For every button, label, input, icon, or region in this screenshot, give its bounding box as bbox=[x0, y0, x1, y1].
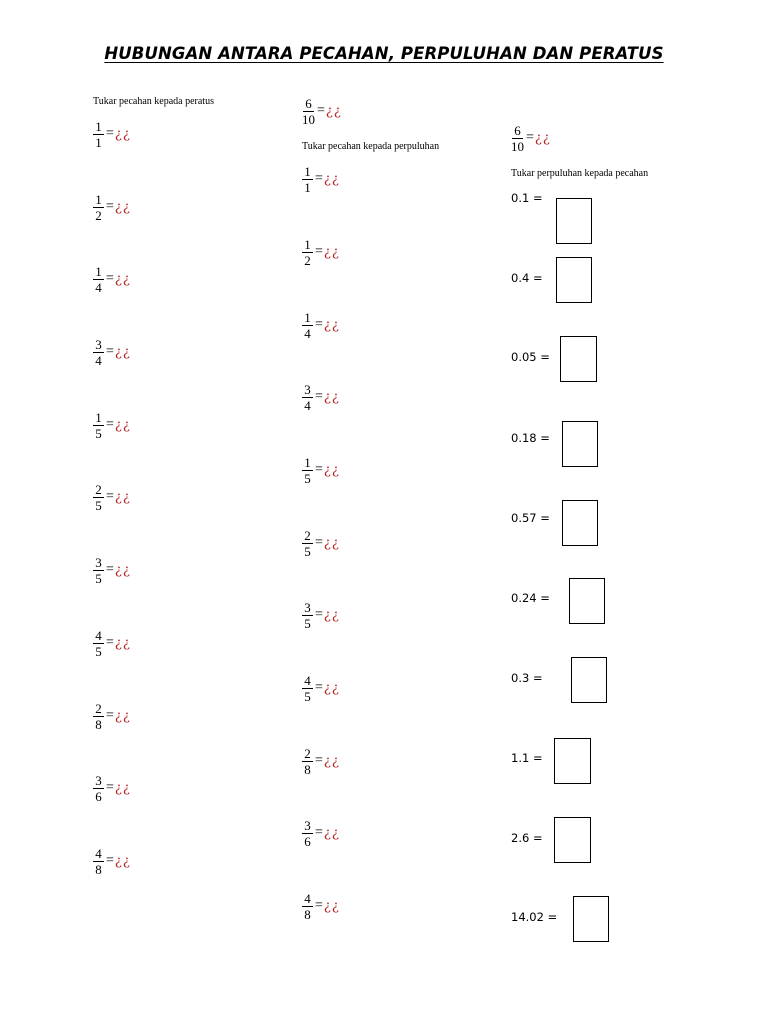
fraction bbox=[93, 847, 104, 876]
fraction bbox=[302, 892, 313, 921]
answer-box[interactable] bbox=[569, 578, 605, 624]
equals-sign: = bbox=[106, 199, 114, 214]
decimal-label: 0.05 = bbox=[511, 350, 550, 364]
fraction-item bbox=[93, 189, 131, 225]
answer-placeholder[interactable]: ¿¿ bbox=[323, 753, 340, 769]
column2-instruction: Tukar pecahan kepada perpuluhan bbox=[302, 141, 440, 152]
fraction-item bbox=[511, 120, 551, 156]
fraction bbox=[302, 165, 313, 194]
fraction-item bbox=[93, 116, 131, 152]
fraction-denominator: 6 bbox=[95, 788, 102, 804]
answer-placeholder[interactable]: ¿¿ bbox=[325, 103, 342, 119]
fraction-denominator: 5 bbox=[95, 425, 102, 441]
fraction bbox=[302, 238, 313, 267]
answer-placeholder[interactable]: ¿¿ bbox=[114, 199, 131, 215]
fraction-numerator: 1 bbox=[302, 165, 313, 180]
fraction-item bbox=[302, 93, 342, 129]
fraction-numerator: 1 bbox=[93, 193, 104, 208]
fraction-numerator: 2 bbox=[93, 483, 104, 498]
answer-box[interactable] bbox=[560, 336, 597, 382]
answer-placeholder[interactable]: ¿¿ bbox=[114, 344, 131, 360]
answer-placeholder[interactable]: ¿¿ bbox=[323, 898, 340, 914]
fraction-denominator: 8 bbox=[95, 861, 102, 877]
answer-box[interactable] bbox=[554, 817, 591, 863]
equals-sign: = bbox=[315, 535, 323, 550]
equals-sign: = bbox=[106, 417, 114, 432]
fraction-numerator: 3 bbox=[302, 383, 313, 398]
equals-sign: = bbox=[315, 462, 323, 477]
equals-sign: = bbox=[315, 389, 323, 404]
answer-placeholder[interactable]: ¿¿ bbox=[114, 635, 131, 651]
fraction-numerator: 1 bbox=[93, 120, 104, 135]
fraction-denominator: 4 bbox=[95, 352, 102, 368]
fraction-numerator: 2 bbox=[302, 747, 313, 762]
answer-placeholder[interactable]: ¿¿ bbox=[114, 708, 131, 724]
answer-placeholder[interactable]: ¿¿ bbox=[323, 317, 340, 333]
decimal-label: 14.02 = bbox=[511, 910, 558, 924]
fraction bbox=[93, 774, 104, 803]
fraction-denominator: 8 bbox=[304, 906, 311, 922]
fraction-denominator: 5 bbox=[304, 543, 311, 559]
equals-sign: = bbox=[106, 126, 114, 141]
fraction bbox=[93, 629, 104, 658]
fraction-denominator: 4 bbox=[95, 279, 102, 295]
equals-sign: = bbox=[315, 898, 323, 913]
answer-placeholder[interactable]: ¿¿ bbox=[114, 126, 131, 142]
answer-placeholder[interactable]: ¿¿ bbox=[114, 780, 131, 796]
equals-sign: = bbox=[526, 130, 534, 145]
fraction-item bbox=[302, 307, 340, 343]
fraction bbox=[93, 556, 104, 585]
equals-sign: = bbox=[106, 635, 114, 650]
fraction bbox=[302, 311, 313, 340]
equals-sign: = bbox=[315, 317, 323, 332]
equals-sign: = bbox=[106, 271, 114, 286]
fraction-denominator: 8 bbox=[95, 716, 102, 732]
fraction-item bbox=[93, 625, 131, 661]
answer-box[interactable] bbox=[556, 198, 592, 244]
fraction-item bbox=[302, 452, 340, 488]
fraction-numerator: 4 bbox=[302, 674, 313, 689]
fraction-denominator: 5 bbox=[304, 615, 311, 631]
answer-box[interactable] bbox=[562, 421, 598, 467]
fraction-denominator: 5 bbox=[95, 643, 102, 659]
answer-placeholder[interactable]: ¿¿ bbox=[114, 271, 131, 287]
fraction-numerator: 1 bbox=[302, 238, 313, 253]
answer-placeholder[interactable]: ¿¿ bbox=[323, 244, 340, 260]
decimal-label: 0.3 = bbox=[511, 671, 543, 685]
fraction-denominator: 8 bbox=[304, 761, 311, 777]
column1-instruction: Tukar pecahan kepada peratus bbox=[93, 96, 214, 107]
fraction-numerator: 3 bbox=[302, 819, 313, 834]
fraction-item bbox=[302, 888, 340, 924]
fraction-numerator: 1 bbox=[302, 456, 313, 471]
decimal-label: 0.24 = bbox=[511, 591, 550, 605]
fraction-denominator: 10 bbox=[302, 111, 315, 127]
fraction-denominator: 1 bbox=[304, 179, 311, 195]
fraction-numerator: 4 bbox=[302, 892, 313, 907]
decimal-label: 0.57 = bbox=[511, 511, 550, 525]
answer-placeholder[interactable]: ¿¿ bbox=[323, 607, 340, 623]
fraction-denominator: 2 bbox=[304, 252, 311, 268]
equals-sign: = bbox=[106, 853, 114, 868]
fraction-denominator: 5 bbox=[304, 688, 311, 704]
fraction-denominator: 10 bbox=[511, 138, 524, 154]
equals-sign: = bbox=[315, 753, 323, 768]
fraction-denominator: 5 bbox=[304, 470, 311, 486]
fraction-numerator: 6 bbox=[303, 97, 314, 112]
fraction-item bbox=[93, 698, 131, 734]
fraction bbox=[302, 456, 313, 485]
fraction-numerator: 4 bbox=[93, 847, 104, 862]
answer-placeholder[interactable]: ¿¿ bbox=[323, 389, 340, 405]
equals-sign: = bbox=[106, 562, 114, 577]
answer-box[interactable] bbox=[571, 657, 607, 703]
fraction-numerator: 4 bbox=[93, 629, 104, 644]
decimal-label: 0.4 = bbox=[511, 271, 543, 285]
fraction bbox=[93, 338, 104, 367]
answer-box[interactable] bbox=[573, 896, 609, 942]
fraction bbox=[93, 483, 104, 512]
answer-box[interactable] bbox=[562, 500, 598, 546]
fraction bbox=[302, 601, 313, 630]
answer-placeholder[interactable]: ¿¿ bbox=[323, 535, 340, 551]
fraction-numerator: 3 bbox=[93, 774, 104, 789]
fraction-numerator: 1 bbox=[93, 265, 104, 280]
answer-placeholder[interactable]: ¿¿ bbox=[323, 171, 340, 187]
column3-instruction: Tukar perpuluhan kepada pecahan bbox=[511, 168, 649, 179]
fraction-denominator: 6 bbox=[304, 833, 311, 849]
fraction-numerator: 6 bbox=[512, 124, 523, 139]
equals-sign: = bbox=[106, 489, 114, 504]
fraction-item bbox=[302, 161, 340, 197]
fraction-item bbox=[302, 234, 340, 270]
fraction bbox=[93, 265, 104, 294]
fraction bbox=[93, 702, 104, 731]
fraction bbox=[302, 529, 313, 558]
equals-sign: = bbox=[317, 103, 325, 118]
fraction-numerator: 2 bbox=[93, 702, 104, 717]
answer-placeholder[interactable]: ¿¿ bbox=[323, 680, 340, 696]
equals-sign: = bbox=[315, 244, 323, 259]
decimal-label: 0.18 = bbox=[511, 431, 550, 445]
fraction-item bbox=[302, 670, 340, 706]
fraction-numerator: 3 bbox=[93, 338, 104, 353]
answer-placeholder[interactable]: ¿¿ bbox=[534, 130, 551, 146]
answer-placeholder[interactable]: ¿¿ bbox=[323, 462, 340, 478]
answer-placeholder[interactable]: ¿¿ bbox=[114, 562, 131, 578]
fraction bbox=[302, 674, 313, 703]
equals-sign: = bbox=[315, 607, 323, 622]
fraction-numerator: 3 bbox=[93, 556, 104, 571]
answer-placeholder[interactable]: ¿¿ bbox=[323, 825, 340, 841]
fraction-item bbox=[302, 597, 340, 633]
equals-sign: = bbox=[106, 780, 114, 795]
fraction-denominator: 1 bbox=[95, 134, 102, 150]
equals-sign: = bbox=[315, 825, 323, 840]
fraction-denominator: 4 bbox=[304, 397, 311, 413]
equals-sign: = bbox=[315, 171, 323, 186]
fraction-denominator: 5 bbox=[95, 497, 102, 513]
answer-placeholder[interactable]: ¿¿ bbox=[114, 417, 131, 433]
fraction-denominator: 5 bbox=[95, 570, 102, 586]
fraction bbox=[511, 124, 524, 153]
fraction bbox=[93, 120, 104, 149]
fraction-numerator: 3 bbox=[302, 601, 313, 616]
fraction-item bbox=[302, 743, 340, 779]
fraction bbox=[302, 747, 313, 776]
equals-sign: = bbox=[315, 680, 323, 695]
fraction bbox=[93, 193, 104, 222]
fraction-item bbox=[302, 815, 340, 851]
page-title: HUBUNGAN ANTARA PECAHAN, PERPULUHAN DAN PERATUS bbox=[104, 44, 664, 63]
fraction-item bbox=[302, 525, 340, 561]
decimal-label: 2.6 = bbox=[511, 831, 543, 845]
answer-placeholder[interactable]: ¿¿ bbox=[114, 853, 131, 869]
equals-sign: = bbox=[106, 344, 114, 359]
answer-box[interactable] bbox=[554, 738, 591, 784]
fraction-item bbox=[93, 552, 131, 588]
answer-placeholder[interactable]: ¿¿ bbox=[114, 489, 131, 505]
fraction bbox=[302, 819, 313, 848]
decimal-label: 0.1 = bbox=[511, 191, 543, 205]
fraction-item bbox=[93, 407, 131, 443]
fraction-item bbox=[93, 479, 131, 515]
fraction-item bbox=[93, 334, 131, 370]
fraction-item bbox=[93, 843, 131, 879]
fraction-denominator: 2 bbox=[95, 207, 102, 223]
fraction-item bbox=[93, 261, 131, 297]
fraction-numerator: 2 bbox=[302, 529, 313, 544]
fraction-item bbox=[302, 379, 340, 415]
fraction-item bbox=[93, 770, 131, 806]
fraction bbox=[302, 383, 313, 412]
decimal-label: 1.1 = bbox=[511, 751, 543, 765]
fraction-numerator: 1 bbox=[302, 311, 313, 326]
fraction bbox=[93, 411, 104, 440]
fraction-denominator: 4 bbox=[304, 325, 311, 341]
fraction-numerator: 1 bbox=[93, 411, 104, 426]
fraction bbox=[302, 97, 315, 126]
answer-box[interactable] bbox=[556, 257, 592, 303]
equals-sign: = bbox=[106, 708, 114, 723]
